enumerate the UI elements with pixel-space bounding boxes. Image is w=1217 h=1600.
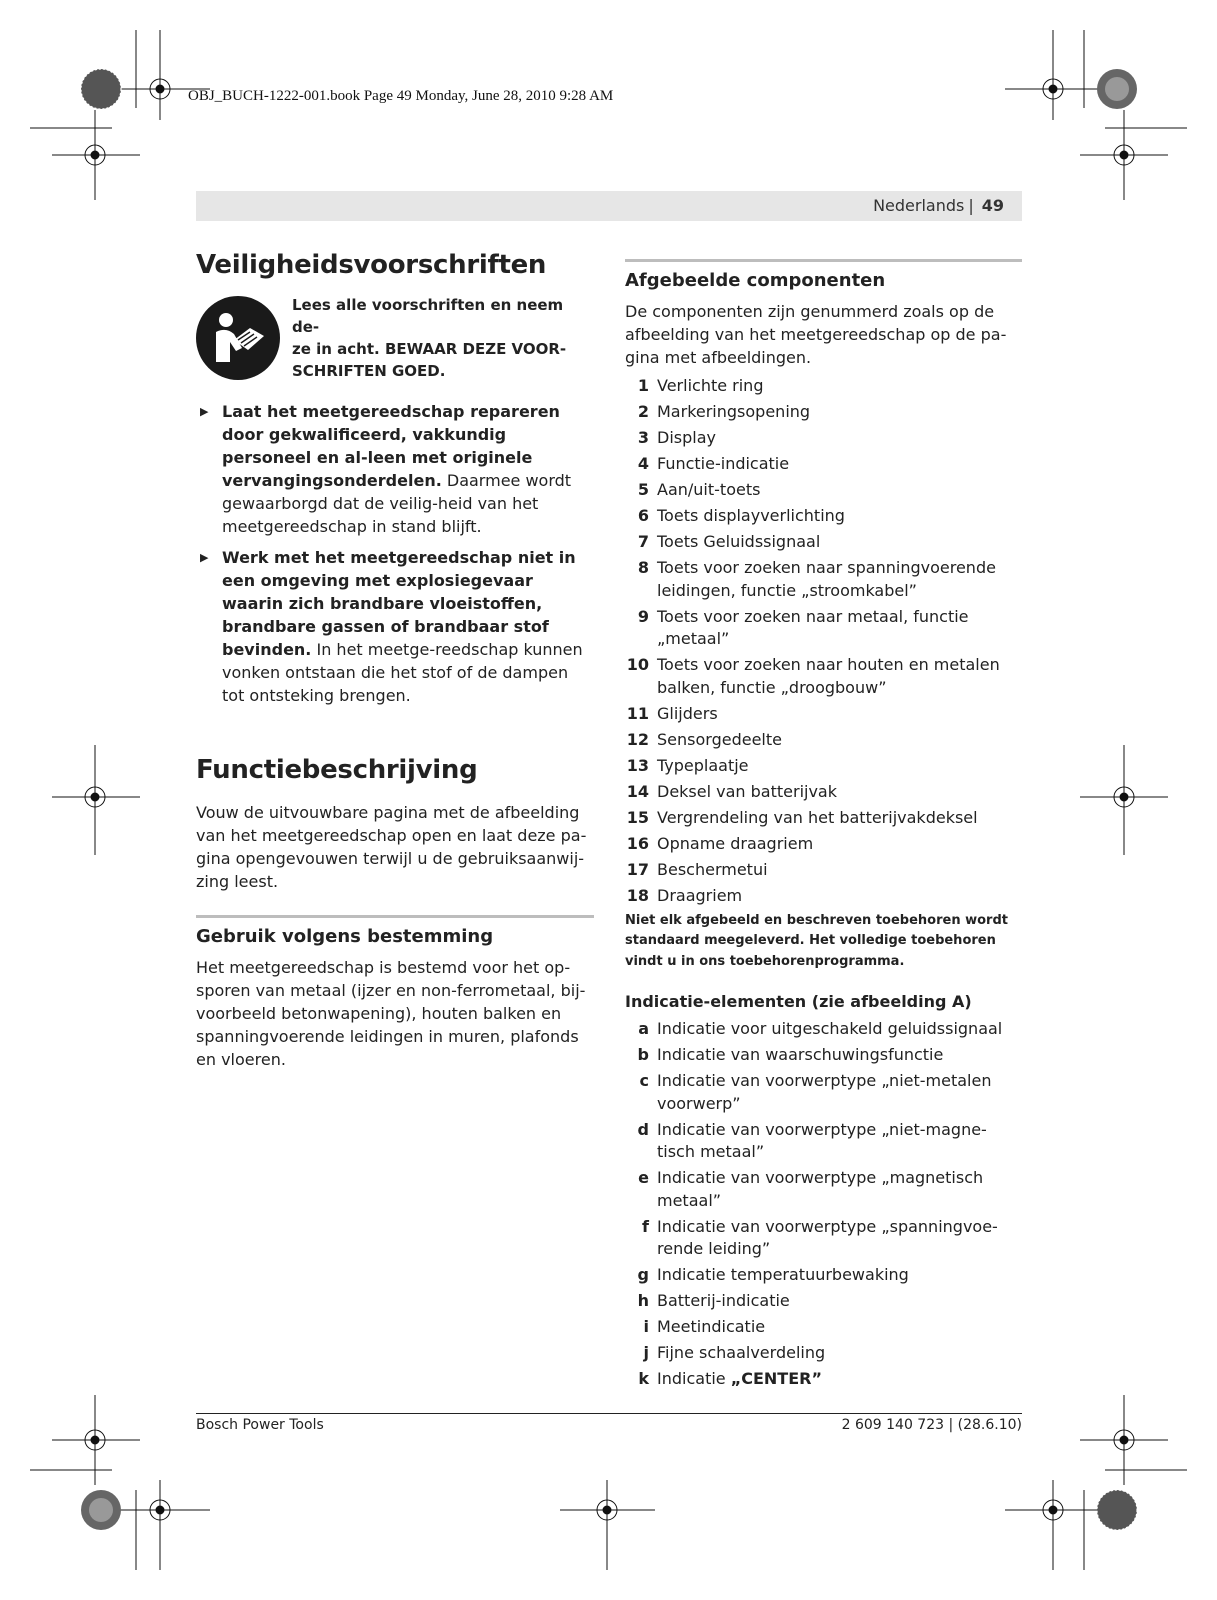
print-header: OBJ_BUCH-1222-001.book Page 49 Monday, June 28, 2010 9:28 AM (188, 88, 614, 104)
warning-line: SCHRIFTEN GOED. (292, 362, 446, 380)
list-item (625, 1264, 1022, 1287)
list-item (625, 654, 1022, 699)
list-item (625, 1119, 1022, 1164)
item-number: e (638, 1168, 649, 1187)
item-number: 18 (626, 885, 649, 905)
safety-warning (196, 294, 594, 394)
item-label: Toets displayverlichting (657, 506, 845, 525)
item-label: Draagriem (657, 885, 743, 905)
safety-bullet-bold: Werk met het meetgereedschap niet in een omgeving met explosiegevaar waarin zich brandbare vloeistoffen, brandbare gassen of brandbaar stof bevinden. (222, 548, 576, 659)
item-label: Verlichte ring (657, 376, 764, 395)
list-item (625, 781, 1022, 804)
item-number: 14 (626, 781, 649, 801)
list-item (625, 1368, 1022, 1391)
item-number: d (637, 1119, 649, 1139)
page-number: 49 (981, 196, 1004, 215)
list-item (625, 479, 1022, 502)
item-label: Vergrendeling van het batterijvakdeksel (657, 807, 978, 827)
item-label: Toets voor zoeken naar houten en metalen balken, functie „droogbouw” (657, 655, 1000, 697)
list-item (625, 1290, 1022, 1313)
list-item (625, 375, 1022, 398)
left-column (196, 248, 594, 1071)
item-label: Indicatie voor uitgeschakeld geluidssignaal (657, 1019, 1003, 1038)
item-number: 2 (637, 402, 649, 421)
list-item (625, 729, 1022, 752)
item-number: a (638, 1019, 649, 1038)
list-item (625, 557, 1022, 602)
item-number: k (638, 1369, 649, 1388)
components-section (625, 259, 1022, 972)
item-label: Fijne schaalverdeling (657, 1343, 826, 1362)
header-language: Nederlands (873, 196, 965, 215)
usage-section (196, 915, 594, 1071)
indicators-title: Indicatie-elementen (zie afbeelding A) (625, 992, 972, 1011)
list-item (625, 453, 1022, 476)
item-number: 15 (626, 807, 649, 827)
list-item (625, 1044, 1022, 1067)
item-number: 13 (626, 755, 649, 775)
item-number: 16 (626, 833, 649, 853)
footer-doc-number: 2 609 140 723 | (28.6.10) (841, 1417, 1022, 1433)
list-item (625, 1018, 1022, 1041)
item-label: Opname draagriem (657, 833, 814, 853)
usage-title: Gebruik volgens bestemming (196, 926, 494, 947)
item-number: c (639, 1071, 649, 1090)
item-number: j (643, 1343, 649, 1362)
item-label: Sensorgedeelte (657, 729, 782, 749)
read-manual-icon (196, 296, 280, 380)
item-label: Typeplaatje (657, 755, 749, 775)
safety-title: Veiligheidsvoorschriften (196, 250, 547, 280)
list-item (625, 1216, 1022, 1261)
list-item (625, 703, 1022, 726)
list-item (625, 1070, 1022, 1115)
item-label: Deksel van batterijvak (657, 781, 837, 801)
item-label-bold: „CENTER” (730, 1369, 822, 1388)
item-number: 8 (637, 558, 649, 577)
list-item (625, 1167, 1022, 1212)
item-number: 12 (626, 729, 649, 749)
item-number: 7 (637, 532, 649, 551)
item-number: 9 (637, 606, 649, 626)
list-item (625, 755, 1022, 778)
list-item (625, 859, 1022, 882)
item-number: 3 (637, 428, 649, 447)
list-item (625, 1342, 1022, 1365)
page-header-band (196, 191, 1022, 221)
item-label: Aan/uit-toets (657, 480, 761, 499)
item-label: Toets voor zoeken naar spanningvoerende leidingen, functie „stroomkabel” (657, 558, 996, 600)
item-number: 10 (626, 655, 649, 674)
item-number: 5 (637, 480, 649, 499)
list-item (625, 606, 1022, 651)
right-column (625, 259, 1022, 1394)
item-label: Toets voor zoeken naar metaal, functie „metaal” (657, 606, 969, 648)
safety-bullet-text: In het meetge-reedschap kunnen vonken ontstaan die het stof of de dampen tot ontsteking brengen. (222, 640, 583, 705)
accessory-note: Niet elk afgebeeld en beschreven toebehoren wordt standaard meegeleverd. Het volledige toebehoren vindt u in ons toebehorenprogramma. (625, 912, 1008, 969)
list-item (625, 833, 1022, 856)
item-number: 11 (626, 703, 649, 723)
item-label: Glijders (657, 703, 718, 723)
list-item (625, 885, 1022, 908)
item-number: h (637, 1291, 649, 1310)
list-item (625, 427, 1022, 450)
item-label: Indicatie van voorwerptype „magnetisch metaal” (657, 1168, 984, 1210)
item-number: i (643, 1317, 649, 1336)
item-label: Meetindicatie (657, 1317, 766, 1336)
list-item (625, 1316, 1022, 1339)
item-number: b (637, 1045, 649, 1064)
item-label: Indicatie van voorwerptype „spanningvoe-rende leiding” (657, 1216, 998, 1258)
header-separator: | (968, 196, 974, 215)
item-number: 6 (637, 506, 649, 525)
warning-line: ze in acht. BEWAAR DEZE VOOR- (292, 340, 567, 358)
item-label: Indicatie van voorwerptype „niet-metalen voorwerp” (657, 1071, 992, 1113)
list-item (625, 401, 1022, 424)
item-number: 1 (637, 376, 649, 395)
item-label: Indicatie (657, 1369, 726, 1388)
function-title: Functiebeschrijving (196, 755, 478, 785)
item-label: Indicatie temperatuurbewaking (657, 1265, 909, 1284)
item-label: Batterij-indicatie (657, 1291, 790, 1310)
item-label: Indicatie van voorwerptype „niet-magne-tisch metaal” (657, 1119, 987, 1161)
components-intro: De componenten zijn genummerd zoals op de afbeelding van het meetgereedschap op de pa-gina met afbeeldingen. (625, 302, 1007, 367)
item-label: Markeringsopening (657, 402, 811, 421)
footer-rule (196, 1413, 1022, 1414)
item-label: Indicatie van waarschuwingsfunctie (657, 1045, 944, 1064)
page-header (873, 196, 1004, 215)
function-intro: Vouw de uitvouwbare pagina met de afbeelding van het meetgereedschap open en laat deze pa-gina opengevouwen terwijl u de gebruiksaanwij-zing leest. (196, 803, 587, 891)
safety-bullet-text: Daarmee wordt gewaarborgd dat de veilig-heid van het meetgereedschap in stand blijft. (222, 471, 572, 536)
item-label: Display (657, 428, 716, 447)
item-label: Functie-indicatie (657, 454, 790, 473)
safety-warning-text (292, 294, 594, 382)
safety-bullet-bold: Laat het meetgereedschap repareren door gekwalificeerd, vakkundig personeel en al-leen met originele vervangingsonderdelen. (222, 402, 560, 490)
components-list (625, 375, 1022, 907)
safety-bullet (196, 400, 594, 538)
indicators-list (625, 1018, 1022, 1391)
list-item (625, 807, 1022, 830)
warning-line: Lees alle voorschriften en neem de- (292, 296, 564, 336)
item-number: f (642, 1216, 649, 1236)
item-label: Beschermetui (657, 859, 768, 879)
item-number: 17 (626, 859, 649, 879)
item-number: g (637, 1265, 649, 1284)
item-label: Toets Geluidssignaal (657, 532, 821, 551)
list-item (625, 531, 1022, 554)
list-item (625, 505, 1022, 528)
safety-bullet (196, 546, 594, 707)
footer-brand: Bosch Power Tools (196, 1417, 324, 1433)
usage-text: Het meetgereedschap is bestemd voor het op-sporen van metaal (ijzer en non-ferrometaal, bij-voorbeeld betonwapening), houten balken en spanningvoerende leidingen in muren, plafonds en vloeren. (196, 958, 586, 1069)
item-number: 4 (637, 454, 649, 473)
components-title: Afgebeelde componenten (625, 270, 886, 291)
